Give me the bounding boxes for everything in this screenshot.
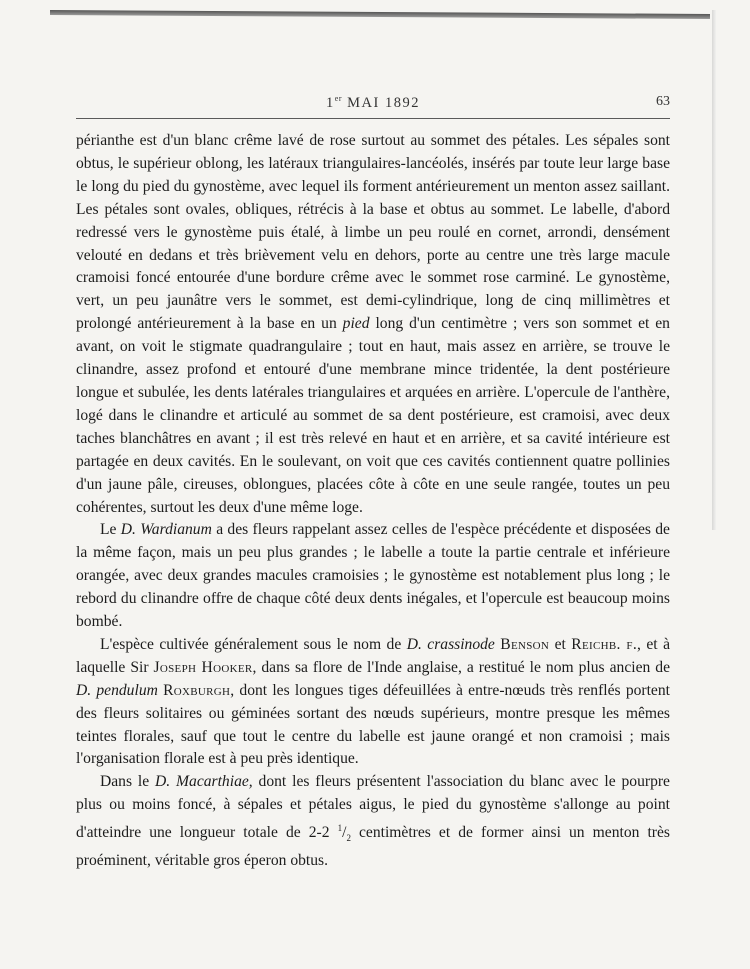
header-rule — [76, 118, 670, 119]
paragraph-3: L'espèce cultivée généralement sous le nom de D. crassinode Benson et Reichb. f., et à laquelle Sir Joseph Hooker, dans sa flore de l'Inde anglaise, a restitué le nom plus ancien de D. pendulum Roxburgh, dont les longues tiges défeuillées à entre-nœuds très renflés portent des fleurs solitaires ou géminées sortant des nœuds supérieurs, montre presque les mêmes teintes florales, sauf que tout le centre du labelle est jaune orangé et non cramoisi ; mais l'organisation florale est à peu près identique. — [76, 635, 670, 768]
scan-edge-top — [50, 10, 710, 19]
author-name: Roxburgh — [163, 681, 231, 699]
species-name: D. crassinode — [406, 635, 495, 653]
header-date: 1er MAI 1892 — [326, 94, 420, 111]
paragraph-1: périanthe est d'un blanc crême lavé de rose surtout au sommet des pétales. Les sépales sont obtus, le supérieur oblong, les latéraux triangulaires-lancéolés, insérés par toute leur large base le long du pied du gynostème, avec lequel ils forment antérieurement un menton assez saillant. Les pétales sont ovales, obliques, rétrécis à la base et obtus au sommet. Le labelle, d'abord redressé vers le gynostème puis étalé, à limbe un peu roulé en cornet, arrondi, densément velouté en dedans et très brièvement velu en dehors, porte au centre une très large macule cramoisi foncé entourée d'une bordure crême avec le sommet rose carminé. Le gynostème, vert, un peu jaunâtre vers le sommet, est demi-cylindrique, long de cinq millimètres et prolongé antérieurement à la base en un pied long d'un centimètre ; vers son sommet et en avant, on voit le stigmate quadrangulaire ; tout en haut, mais assez en arrière, se trouve le clinandre, assez profond et entouré d'une membrane mince tridentée, la dent postérieure longue et subulée, les dents latérales triangulaires et arquées en arrière. L'opercule de l'anthère, logé dans le clinandre et articulé au sommet de sa dent postérieure, est cramoisi, avec deux taches blanchâtres en avant ; il est très relevé en haut et en arrière, et sa cavité intérieure est partagée en deux cavités. En le soulevant, on voit que ces cavités contiennent quatre pollinies d'un jaune pâle, cireuses, oblongues, placées côte à côte en une seule rangée, toutes un peu cohérentes, surtout les deux d'une même loge. — [76, 132, 670, 516]
author-name: Joseph Hooker — [153, 658, 253, 676]
page-number: 63 — [656, 94, 670, 109]
species-name: D. pendulum — [76, 681, 158, 699]
author-name: Benson — [500, 635, 550, 653]
paragraph-2: Le D. Wardianum a des fleurs rappelant assez celles de l'espèce précédente et disposées de la même façon, mais un peu plus grandes ; le labelle a toute la partie centrale et inférieure orangée, avec deux grandes macules cramoisies ; le gynostème est notablement plus long ; le rebord du clinandre offre de chaque côté deux dents inégales, et l'opercule est beaucoup moins bombé. — [76, 521, 670, 631]
body-text — [76, 130, 670, 873]
running-header — [76, 86, 670, 110]
species-name: D. Wardianum — [120, 521, 212, 539]
species-name: D. Macarthiae, — [155, 773, 253, 791]
scan-edge-right — [712, 10, 716, 530]
author-name: Reichb. f. — [571, 635, 638, 653]
fraction: $^1/_2$ — [337, 823, 351, 844]
paragraph-4: Dans le D. Macarthiae, dont les fleurs présentent l'association du blanc avec le pourpre plus ou moins foncé, à sépales et pétales aigus, le pied du gynostème s'allonge au point d'atteindre une longueur totale de 2-2 $^1/_2$ centimètres et de former ainsi un menton très proéminent, véritable gros éperon obtus. — [76, 773, 670, 870]
